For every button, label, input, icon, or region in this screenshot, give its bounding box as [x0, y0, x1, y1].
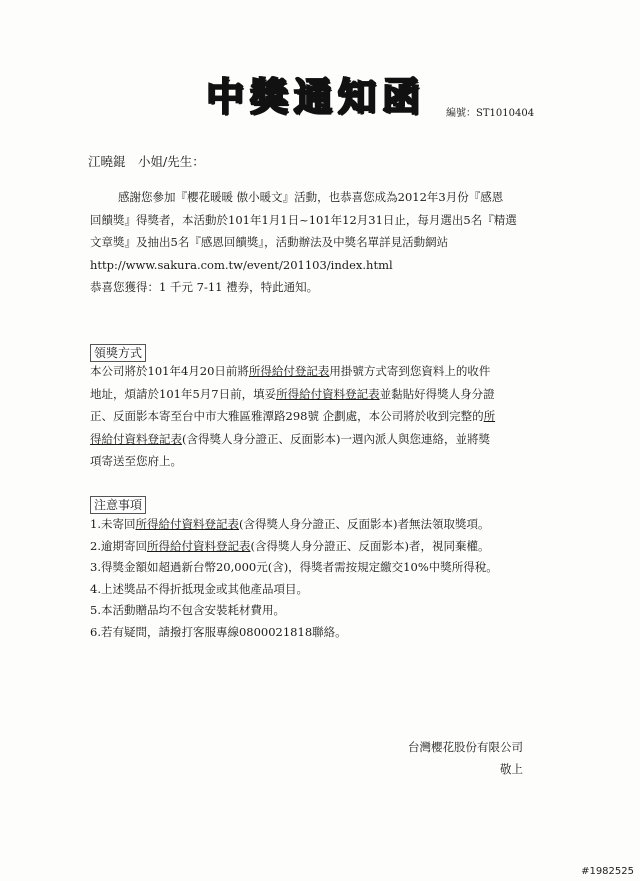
- form-name: 所得給付資料登記表: [146, 538, 251, 553]
- event-url: http://www.sakura.com.tw/event/201103/index.html: [90, 257, 393, 272]
- note-item-1: [90, 514, 540, 536]
- company-name: 台灣櫻花股份有限公司: [408, 740, 523, 754]
- intro-line-2: 回饋獎』得獎者，本活動於101年1月1日~101年12月31日止，每月選出5名『精選: [90, 212, 517, 227]
- claim-line-1: [90, 360, 540, 383]
- letter-title: 中獎通知函: [206, 74, 427, 119]
- intro-line-3: 文章獎』及抽出5名『感恩回饋獎』，活動辦法及中獎名單詳見活動網站: [90, 235, 449, 249]
- note-item-2: [90, 536, 540, 558]
- note-item-4: 4.上述獎品不得折抵現金或其他產品項目。: [90, 581, 308, 596]
- note-text: 1.未寄回: [90, 517, 136, 531]
- note-text: (含得獎人身分證正、反面影本)者，視同棄權。: [250, 538, 490, 553]
- form-name: 所得給付資料登記表: [276, 386, 380, 401]
- claim-line-5: 項寄送至您府上。: [90, 454, 182, 468]
- claim-line-4: [90, 428, 540, 451]
- prize-line: 恭喜您獲得：1 千元 7-11 禮券，特此通知。: [90, 280, 319, 294]
- claim-line-3: [90, 405, 540, 428]
- claim-text: 並黏貼好得獎人身分證: [379, 386, 495, 401]
- salutation: 江曉錕 小姐/先生：: [88, 154, 205, 169]
- claim-text: (含得獎人身分證正、反面影本)一週內派人與您連絡，並將獎: [182, 431, 490, 446]
- form-name: 所得給付登記表: [248, 364, 330, 378]
- intro-paragraph: [90, 186, 530, 299]
- claim-heading: 領獎方式: [90, 344, 146, 362]
- claim-text: 地址，煩請於101年5月7日前，填妥: [90, 386, 277, 401]
- note-text: (含得獎人身分證正、反面影本)者無法領取獎項。: [238, 517, 490, 531]
- note-text: 2.逾期寄回: [90, 538, 147, 553]
- claim-text: 本公司將於101年4月20日前將: [90, 364, 249, 378]
- intro-line-1: 感謝您參加『櫻花暖暖 傲小暖文』活動，也恭喜您成為2012年3月份『感恩: [118, 190, 504, 204]
- serial-number: 編號：ST1010404: [446, 108, 535, 119]
- notes-heading: 注意事項: [90, 496, 146, 514]
- note-item-5: 5.本活動贈品均不包含安裝耗材費用。: [90, 603, 285, 617]
- closing: 敬上: [500, 762, 523, 776]
- form-name: 所得給付資料登記表: [135, 517, 239, 531]
- claim-text: 正、反面影本寄至台中市大雅區雅潭路298號 企劃處，本公司將於收到完整的: [90, 409, 484, 423]
- claim-paragraph: [90, 360, 540, 473]
- note-item-3: 3.得獎金額如超過新台幣20,000元(含)，得獎者需按規定繳交10%中獎所得稅。: [90, 560, 498, 574]
- form-name: 得給付資料登記表: [90, 431, 182, 446]
- claim-line-2: [90, 383, 540, 406]
- note-item-6: 6.若有疑問，請撥打客服專線0800021818聯絡。: [90, 624, 347, 639]
- notes-list: [90, 514, 540, 643]
- claim-text: 用掛號方式寄到您資料上的收件: [329, 364, 491, 378]
- watermark-id: #1982525: [581, 866, 634, 877]
- form-name: 所: [483, 409, 496, 423]
